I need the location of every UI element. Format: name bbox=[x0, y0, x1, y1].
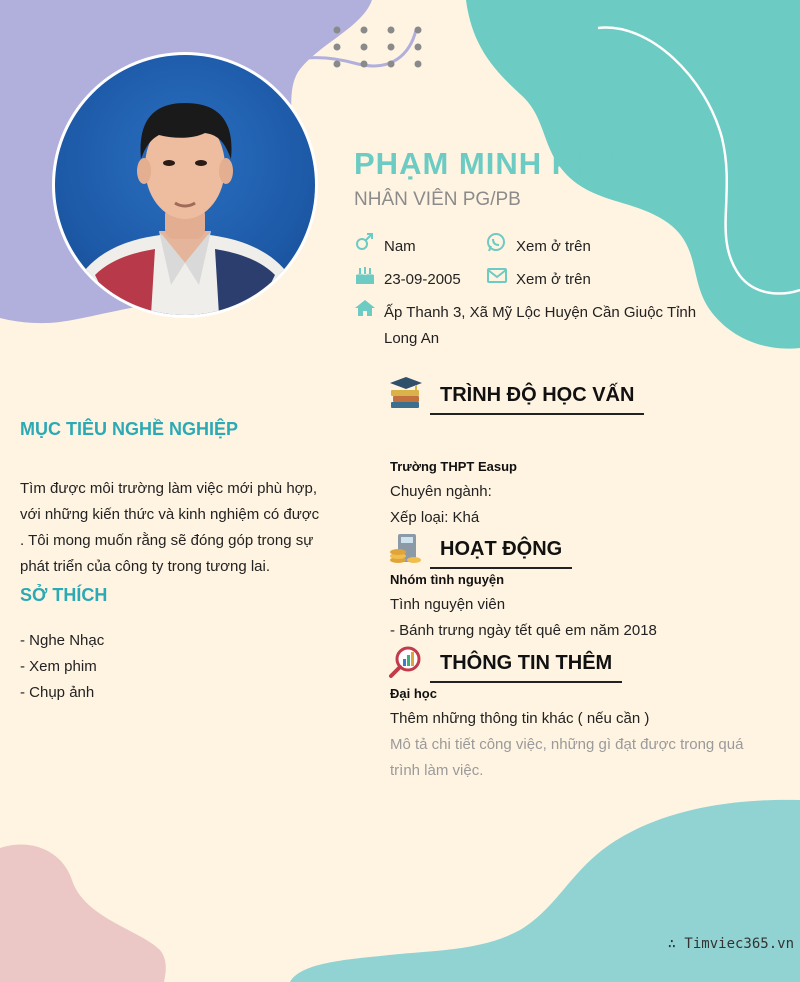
home-icon bbox=[354, 298, 376, 318]
extra-subtitle: Đại học bbox=[390, 686, 437, 701]
phone-value[interactable]: Xem ở trên bbox=[516, 238, 591, 255]
brand-watermark: ∴ Timviec365.vn bbox=[667, 936, 794, 952]
extra-description: Mô tả chi tiết công việc, những gì đạt được trong quá trình làm việc. bbox=[390, 736, 744, 779]
rank: Xếp loại: Khá bbox=[390, 509, 480, 526]
extra-line: Thêm những thông tin khác ( nếu cần ) bbox=[390, 710, 650, 727]
email-value[interactable]: Xem ở trên bbox=[516, 271, 591, 288]
graduation-icon bbox=[388, 376, 424, 410]
hobby-item: - Chụp ảnh bbox=[20, 684, 95, 701]
major: Chuyên ngành: bbox=[390, 483, 492, 500]
gender-value: Nam bbox=[384, 238, 416, 255]
activities-heading: HOẠT ĐỘNG bbox=[430, 538, 572, 569]
search-chart-icon bbox=[388, 645, 424, 679]
activity-detail: - Bánh trưng ngày tết quê em năm 2018 bbox=[390, 622, 657, 639]
hobby-item: - Xem phim bbox=[20, 658, 97, 675]
school-name: Trường THPT Easup bbox=[390, 459, 517, 474]
mail-icon bbox=[486, 265, 508, 285]
teal-bottom-blob bbox=[290, 800, 800, 982]
coins-icon bbox=[388, 532, 424, 566]
organization: Nhóm tình nguyện bbox=[390, 572, 505, 587]
candidate-name: PHẠM MINH PHƯỚC bbox=[354, 146, 675, 181]
cake-icon bbox=[354, 265, 376, 285]
profile-photo bbox=[52, 52, 318, 318]
job-title: NHÂN VIÊN PG/PB bbox=[354, 189, 521, 210]
birthday-value: 23-09-2005 bbox=[384, 271, 461, 288]
hobby-item: - Nghe Nhạc bbox=[20, 632, 105, 649]
hobbies-heading: SỞ THÍCH bbox=[20, 585, 108, 605]
extra-heading: THÔNG TIN THÊM bbox=[430, 652, 622, 683]
objective-text: Tìm được môi trường làm việc mới phù hợp, với những kiến thức và kinh nghiệm có được . Tôi mong muốn rằng sẽ đóng góp trong sự phát triển của công ty trong tương lai. bbox=[20, 480, 320, 575]
person-illustration bbox=[55, 55, 315, 315]
activity-role: Tình nguyện viên bbox=[390, 596, 506, 613]
objective-heading: MỤC TIÊU NGHỀ NGHIỆP bbox=[20, 419, 239, 439]
whatsapp-icon bbox=[486, 232, 508, 252]
education-heading: TRÌNH ĐỘ HỌC VẤN bbox=[430, 384, 644, 415]
address-value: Ấp Thanh 3, Xã Mỹ Lộc Huyện Cần Giuộc Tỉnh Long An bbox=[384, 304, 697, 347]
pink-bottom-blob bbox=[0, 845, 166, 982]
gender-icon bbox=[354, 232, 376, 252]
